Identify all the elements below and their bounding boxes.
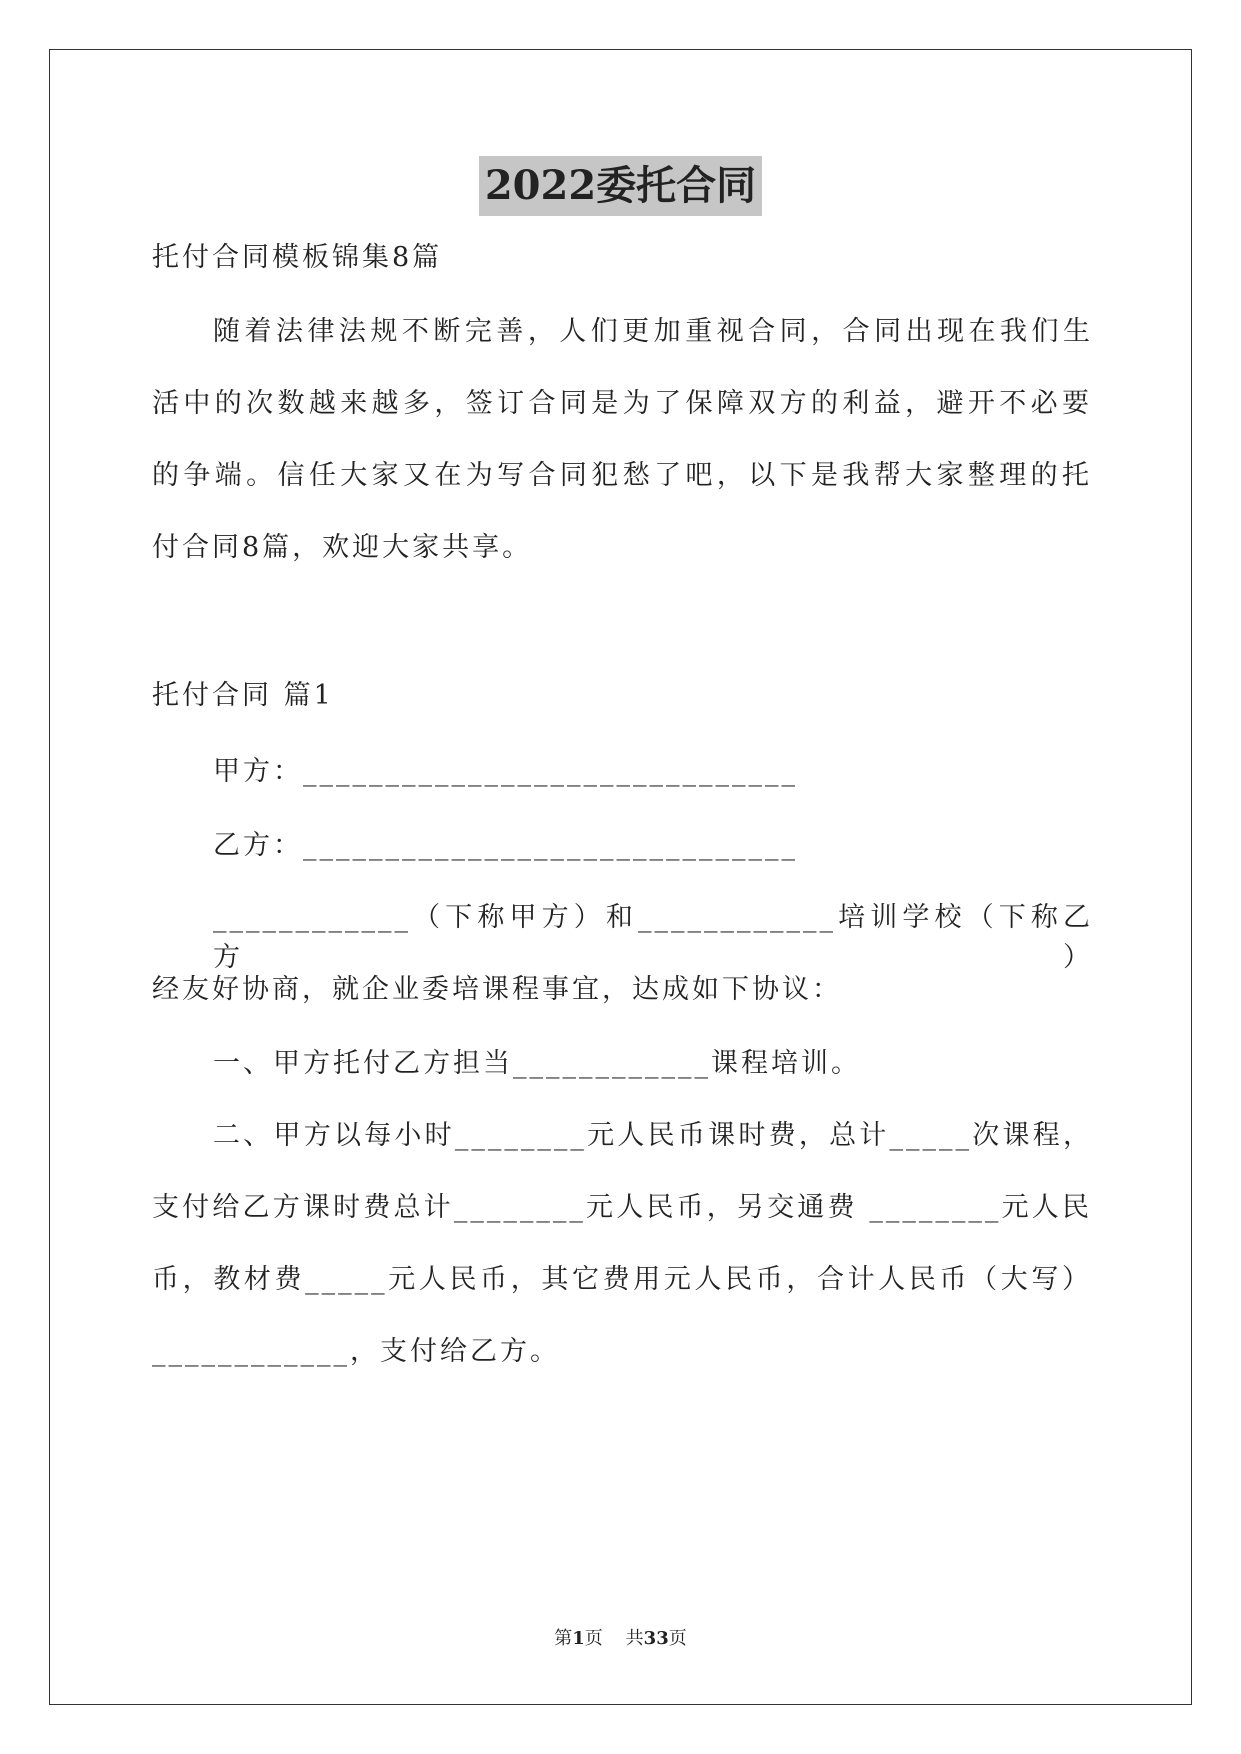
body-line-4: 二、甲方以每小时________元人民币课时费，总计_____次课程，	[213, 1120, 1093, 1151]
body-line-7: ____________，支付给乙方。	[152, 1336, 560, 1367]
document-title	[0, 156, 1241, 216]
intro-line-4: 付合同8篇，欢迎大家共享。	[152, 532, 533, 563]
footer-prefix: 第	[554, 1628, 573, 1649]
footer-suffix: 页	[668, 1628, 687, 1649]
title-text: 2022委托合同	[479, 156, 762, 216]
party-b-line: 乙方：______________________________	[213, 830, 798, 861]
intro-line-3: 的争端。信任大家又在为写合同犯愁了吧，以下是我帮大家整理的托	[152, 460, 1092, 491]
body-line-2: 经友好协商，就企业委培课程事宜，达成如下协议：	[152, 974, 842, 1005]
body-line-1: ____________（下称甲方）和____________培训学校（下称乙方）	[213, 902, 1093, 973]
section-heading: 托付合同 篇1	[152, 680, 334, 711]
body-line-3: 一、甲方托付乙方担当____________课程培训。	[213, 1048, 861, 1079]
subtitle: 托付合同模板锦集8篇	[152, 242, 443, 273]
page-border	[49, 49, 1192, 1705]
party-a-line: 甲方：______________________________	[213, 756, 798, 787]
footer-total-pages: 33	[643, 1628, 669, 1649]
intro-line-2: 活中的次数越来越多，签订合同是为了保障双方的利益，避开不必要	[152, 388, 1092, 419]
page-footer	[0, 1626, 1241, 1652]
footer-middle: 页 共	[584, 1628, 644, 1649]
footer-page-number: 1	[572, 1628, 585, 1649]
intro-line-1: 随着法律法规不断完善，人们更加重视合同，合同出现在我们生	[213, 316, 1093, 347]
body-line-5: 支付给乙方课时费总计________元人民币，另交通费 ________元人民	[152, 1192, 1092, 1223]
body-line-6: 币，教材费_____元人民币，其它费用元人民币，合计人民币（大写）	[152, 1264, 1092, 1295]
